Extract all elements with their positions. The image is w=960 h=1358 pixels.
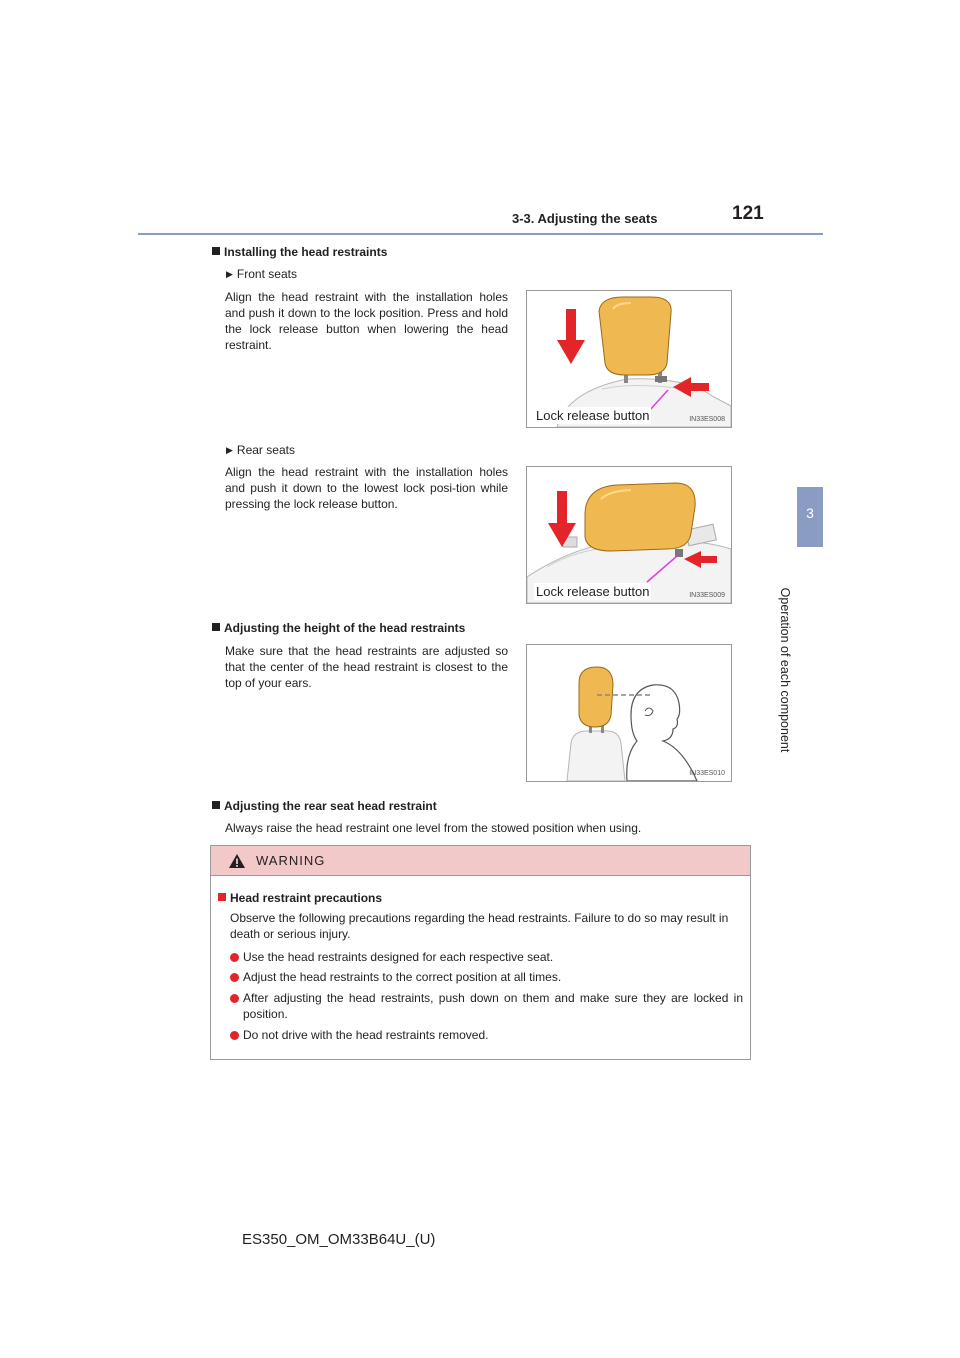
bullet-dot-icon xyxy=(230,994,239,1003)
square-bullet-icon xyxy=(218,893,226,901)
square-bullet-icon xyxy=(212,247,220,255)
warning-item: Use the head restraints designed for each respective seat. xyxy=(230,949,743,965)
warning-title: WARNING xyxy=(256,853,326,868)
header-rule xyxy=(138,233,823,235)
page-number: 121 xyxy=(732,203,764,224)
section-title: 3-3. Adjusting the seats xyxy=(512,211,658,226)
figure-code: IN33ES010 xyxy=(689,770,725,777)
rear-seats-label: ▶ Rear seats xyxy=(226,443,295,457)
figure-code: IN33ES008 xyxy=(689,416,725,423)
front-seats-label: ▶ Front seats xyxy=(226,267,297,281)
triangle-bullet-icon: ▶ xyxy=(226,445,233,455)
rear-adjust-text: Always raise the head restraint one level from the stowed position when using. xyxy=(225,821,642,835)
warning-box xyxy=(210,845,751,1060)
warning-item: After adjusting the head restraints, push down on them and make sure they are locked in position. xyxy=(230,990,743,1022)
lock-release-label: Lock release button xyxy=(536,584,650,599)
chapter-number: 3 xyxy=(806,505,814,521)
rear-seat-figure xyxy=(526,466,732,604)
document-code: ES350_OM_OM33B64U_(U) xyxy=(242,1231,436,1248)
warning-intro: Observe the following precautions regarding the head restraints. Failure to do so may result in death or serious injury. xyxy=(230,911,729,941)
figure-code: IN33ES009 xyxy=(689,592,725,599)
height-heading: Adjusting the height of the head restraints xyxy=(212,621,465,635)
triangle-bullet-icon: ▶ xyxy=(226,269,233,279)
warning-item: Do not drive with the head restraints removed. xyxy=(230,1027,743,1043)
warning-item: Adjust the head restraints to the correct position at all times. xyxy=(230,969,743,985)
bullet-dot-icon xyxy=(230,953,239,962)
warning-header xyxy=(211,846,750,876)
front-seats-text: Align the head restraint with the installation holes and push it down to the lock position. Press and hold the lock release button when lowering the head restraint. xyxy=(225,290,508,352)
chapter-label-text: Operation of each component xyxy=(778,587,792,753)
height-figure xyxy=(526,644,732,782)
height-text: Make sure that the head restraints are adjusted so that the center of the head restraint is closest to the top of your ears. xyxy=(225,644,508,690)
bullet-dot-icon xyxy=(230,973,239,982)
installing-heading: Installing the head restraints xyxy=(212,245,387,259)
square-bullet-icon xyxy=(212,623,220,631)
rear-seats-text: Align the head restraint with the installation holes and push it down to the lowest lock posi-tion while pressing the lock release button. xyxy=(225,465,508,511)
chapter-label xyxy=(778,587,792,753)
height-adjust-illustration xyxy=(527,645,731,781)
bullet-dot-icon xyxy=(230,1031,239,1040)
warning-heading: Head restraint precautions xyxy=(218,891,382,905)
lock-release-label: Lock release button xyxy=(536,408,650,423)
warning-triangle-icon xyxy=(228,853,246,869)
square-bullet-icon xyxy=(212,801,220,809)
front-seat-figure xyxy=(526,290,732,428)
rear-adjust-heading: Adjusting the rear seat head restraint xyxy=(212,799,437,813)
